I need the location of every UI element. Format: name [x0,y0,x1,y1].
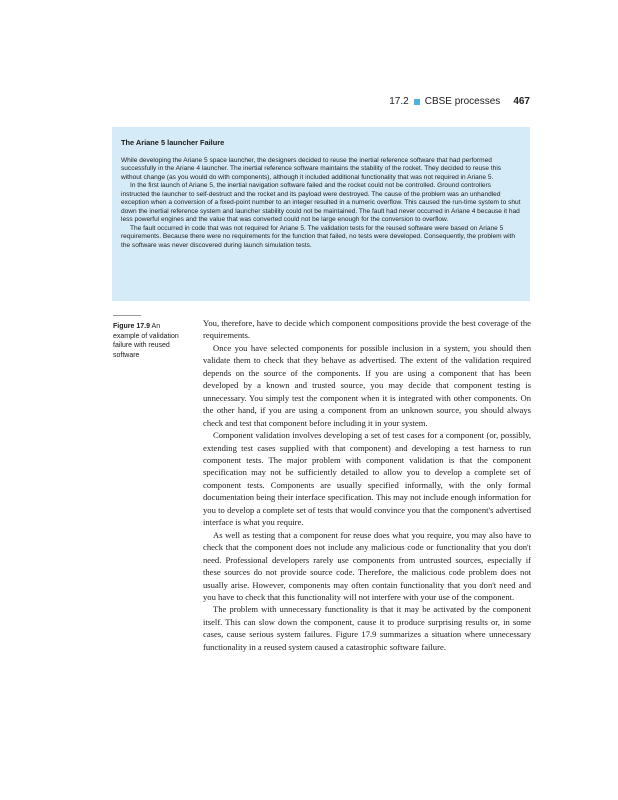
figure-caption [113,322,185,360]
box-paragraph: In the first launch of Ariane 5, the inertial navigation software failed and the rocket could not be controlled. Ground controllers instructed the launcher to self-destruct and the rocket and its payload were destroyed. The cause of the problem was an unhandled exception when a conversion of a fixed-point number to an integer resulted in a numeric overflow. This caused the run-time system to shut down the inertial reference system and launcher stability could not be maintained. The fault had never occurred in Ariane 4 because it had less powerful engines and the value that was converted could not be large enough for the conversion to overflow. [121,182,521,223]
box-paragraph: While developing the Ariane 5 space launcher, the designers decided to reuse the inertial reference software that had performed successfully in the Ariane 4 launcher. The inertial reference software maintains the stability of the rocket. They decided to reuse this without change (as you would do with components), although it included additional functionality that was not required in Ariane 5. [121,156,502,181]
body-paragraph: You, therefore, have to decide which component compositions provide the best coverage of the requirements. [203,318,531,341]
page-number: 467 [513,96,530,107]
square-bullet-icon [414,99,420,105]
body-paragraph: Component validation involves developing a set of test cases for a component (or, possibly, extending test cases supplied with that component) and developing a test harness to run component tests. The major problem with component validation is that the component specification may not be sufficiently detailed to allow you to develop a complete set of component tests. Components are usually specified informally, with the only formal documentation being their interface specification. This may not include enough information for you to develop a complete set of tests that would convince you that the component's advertised interface is what you require. [203,430,531,528]
caption-rule [113,315,141,316]
running-header [389,96,530,107]
box-title: The Ariane 5 launcher Failure [121,138,225,147]
ariane-case-study-box [112,127,530,301]
figure-caption-text: An example of validation failure with reused software [113,323,179,359]
body-text [203,317,531,653]
box-paragraph: The fault occurred in code that was not required for Ariane 5. The validation tests for the reused software were based on Ariane 5 requirements. Because there were no requirements for the function that failed, no tests were developed. Consequently, the problem with the software was never discovered during launch simulation tests. [121,224,516,249]
section-title: CBSE processes [424,96,501,107]
figure-label: Figure 17.9 [113,323,150,330]
body-paragraph: The problem with unnecessary functionality is that it may be activated by the component itself. This can slow down the component, cause it to produce surprising results or, in some cases, cause serious system failures. Figure 17.9 summarizes a situation where unnecessary functionality in a reused system caused a catastrophic software failure. [203,604,531,652]
section-number: 17.2 [389,96,409,107]
body-paragraph: Once you have selected components for possible inclusion in a system, you should then validate them to check that they behave as advertised. The extent of the validation required depends on the source of the components. If you are using a component that has been developed by a known and trusted source, you may decide that component testing is unnecessary. You simply test the component when it is integrated with other components. On the other hand, if you are using a component from an unknown source, you should always check and test that component before including it in your system. [203,342,531,428]
body-paragraph: As well as testing that a component for reuse does what you require, you may also have to check that the component does not include any malicious code or functionality that you don't need. Professional developers rarely use components from untrusted sources, especially if these sources do not provide source code. Therefore, the malicious code problem does not usually arise. However, components may often contain functionality that you don't need and you have to check that this functionality will not interfere with your use of the component. [203,529,531,602]
